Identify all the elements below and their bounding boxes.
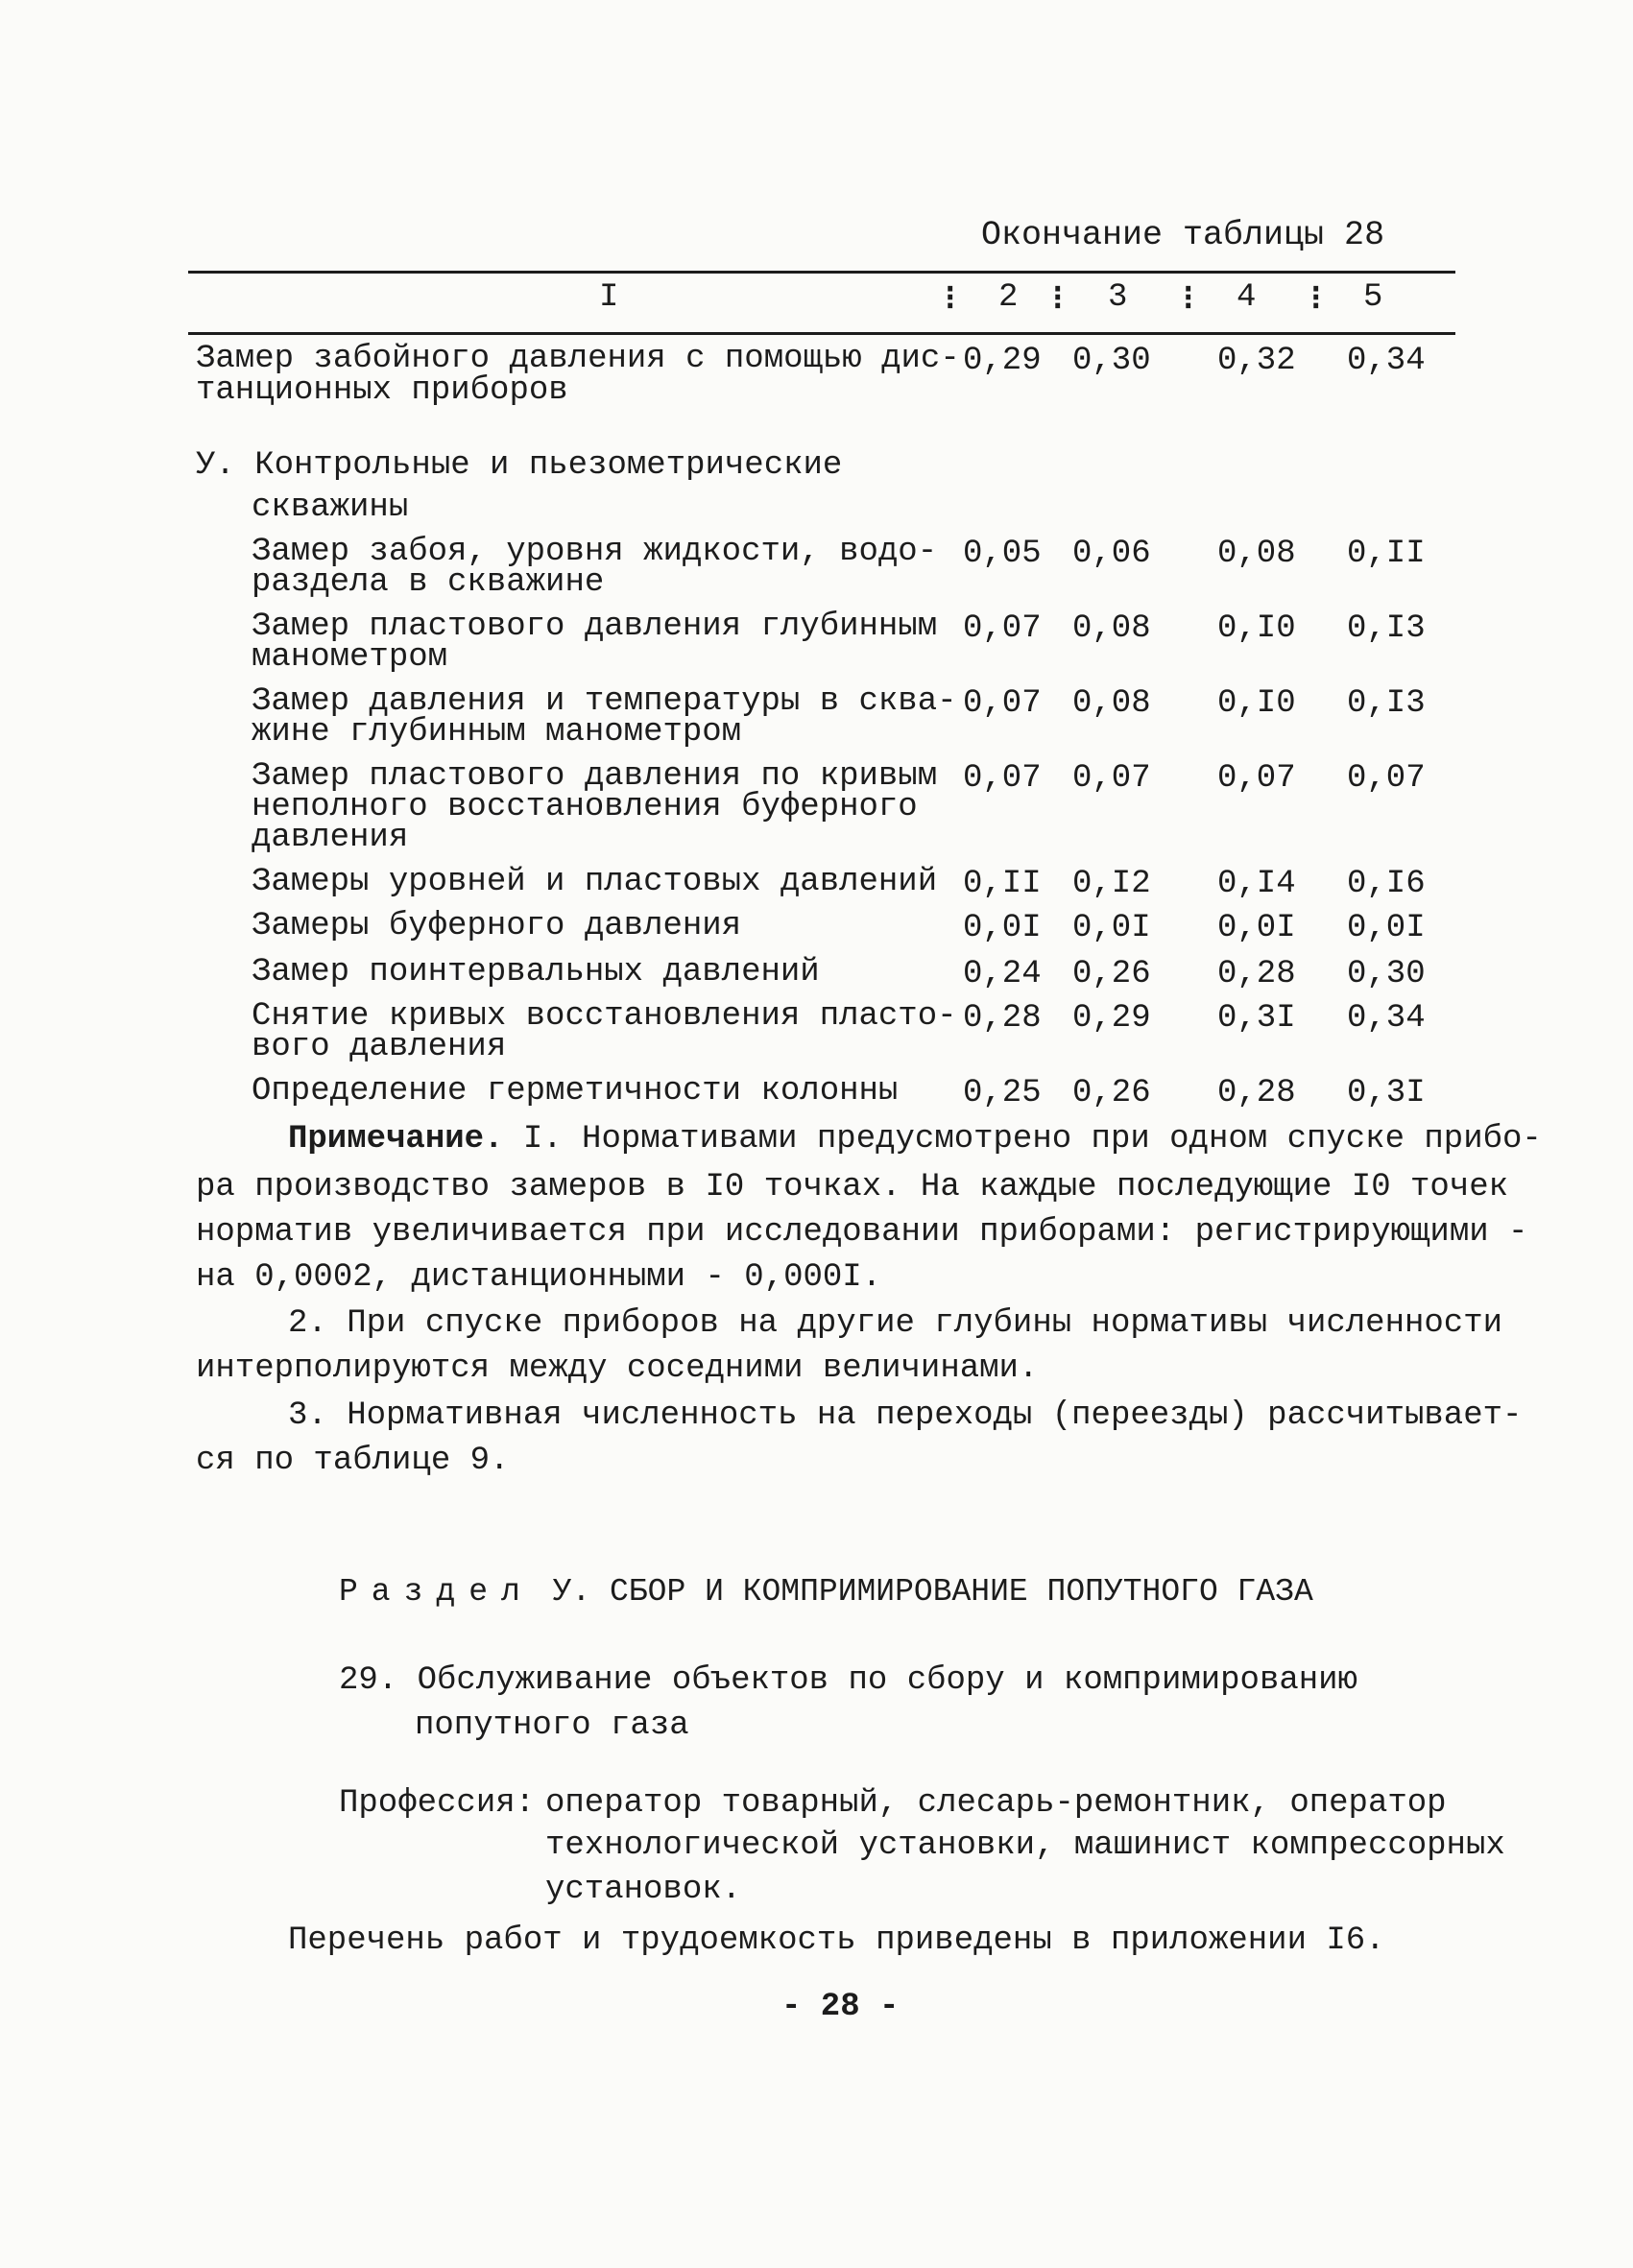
cell-value: 0,0I	[963, 910, 1042, 946]
cell-value: 0,24	[963, 956, 1042, 992]
cell-value: 0,34	[1347, 1000, 1426, 1037]
header-separator: ⁝	[1052, 280, 1064, 320]
cell-value: 0,0I	[1347, 910, 1426, 946]
note-text: I. Нормативами предусмотрено при одном спуске прибо-	[522, 1121, 1542, 1158]
header-col-3: 3	[1108, 279, 1128, 316]
cell-value: 0,07	[963, 610, 1042, 647]
row-label-line: танционных приборов	[196, 372, 568, 409]
cell-value: 0,26	[1072, 1075, 1151, 1111]
section-title: У. СБОР И КОМПРИМИРОВАНИЕ ПОПУТНОГО ГАЗА	[552, 1574, 1313, 1610]
section-heading	[339, 1574, 1313, 1610]
cell-value: 0,II	[1347, 536, 1426, 572]
row-label-line: Замер поинтервальных давлений	[252, 954, 820, 991]
row-label-line: Замеры уровней и пластовых давлений	[252, 864, 938, 900]
cell-value: 0,29	[963, 343, 1042, 379]
cell-value: 0,28	[1217, 956, 1296, 992]
section-word: Раздел	[339, 1574, 534, 1610]
header-col-4: 4	[1237, 279, 1257, 316]
cell-value: 0,08	[1072, 610, 1151, 647]
cell-value: 0,08	[1072, 685, 1151, 722]
cell-value: 0,I4	[1217, 866, 1296, 902]
header-col-5: 5	[1363, 279, 1383, 316]
row-label-line: Замер забойного давления с помощью дис-	[196, 341, 960, 377]
cell-value: 0,07	[963, 685, 1042, 722]
cell-value: 0,I6	[1347, 866, 1426, 902]
cell-value: 0,05	[963, 536, 1042, 572]
note-line: ся по таблице 9.	[196, 1443, 510, 1479]
row-label-line: жине глубинным манометром	[252, 714, 742, 751]
cell-value: 0,07	[1217, 760, 1296, 797]
row-label-line: Снятие кривых восстановления пласто-	[252, 998, 957, 1035]
row-label-line: вого давления	[252, 1029, 507, 1065]
cell-value: 0,07	[963, 760, 1042, 797]
cell-value: 0,30	[1347, 956, 1426, 992]
row-label-line: Замеры буферного давления	[252, 908, 742, 944]
row-label-line: Определение герметичности колонны	[252, 1073, 899, 1110]
cell-value: 0,3I	[1347, 1075, 1426, 1111]
row-label-line: Замер пластового давления глубинным	[252, 609, 938, 645]
cell-value: 0,32	[1217, 343, 1296, 379]
table-caption: Окончание таблицы 28	[981, 216, 1385, 254]
header-separator: ⁝	[945, 280, 956, 320]
row-label-line: Замер давления и температуры в сква-	[252, 683, 957, 720]
header-separator: ⁝	[1310, 280, 1322, 320]
cell-value: 0,34	[1347, 343, 1426, 379]
header-col-2: 2	[998, 279, 1019, 316]
note-1-first-line	[288, 1121, 1542, 1158]
cell-value: 0,II	[963, 866, 1042, 902]
row-label-line: неполного восстановления буферного	[252, 789, 918, 825]
reference-text: Перечень работ и трудоемкость приведены в приложении I6.	[288, 1922, 1385, 1959]
cell-value: 0,28	[963, 1000, 1042, 1037]
cell-value: 0,06	[1072, 536, 1151, 572]
row-label-line: давления	[252, 820, 409, 856]
cell-value: 0,30	[1072, 343, 1151, 379]
note-line: на 0,0002, дистанционными - 0,000I.	[196, 1259, 882, 1296]
cell-value: 0,I3	[1347, 610, 1426, 647]
header-col-1: I	[599, 279, 619, 316]
note-line: норматив увеличивается при исследовании приборами: регистрирующими -	[196, 1214, 1528, 1251]
cell-value: 0,0I	[1072, 910, 1151, 946]
cell-value: 0,26	[1072, 956, 1151, 992]
table-top-rule	[188, 271, 1455, 274]
cell-value: 0,I0	[1217, 610, 1296, 647]
profession-line: технологической установки, машинист компрессорных	[545, 1827, 1505, 1864]
row-label-line: раздела в скважине	[252, 564, 605, 601]
item-title-line: 29. Обслуживание объектов по сбору и компримированию	[339, 1662, 1357, 1699]
profession-line: оператор товарный, слесарь-ремонтник, оператор	[545, 1785, 1447, 1822]
cell-value: 0,0I	[1217, 910, 1296, 946]
cell-value: 0,25	[963, 1075, 1042, 1111]
row-label-line: Замер пластового давления по кривым	[252, 758, 938, 795]
cell-value: 0,I2	[1072, 866, 1151, 902]
cell-value: 0,08	[1217, 536, 1296, 572]
cell-value: 0,I0	[1217, 685, 1296, 722]
profession-line: установок.	[545, 1872, 742, 1908]
row-label-line: манометром	[252, 639, 448, 676]
page-number: - 28 -	[781, 1989, 900, 2025]
cell-value: 0,28	[1217, 1075, 1296, 1111]
cell-value: 0,07	[1072, 760, 1151, 797]
cell-value: 0,I3	[1347, 685, 1426, 722]
note-line: ра производство замеров в I0 точках. На каждые последующие I0 точек	[196, 1169, 1509, 1206]
note-line: 3. Нормативная численность на переходы (переезды) рассчитывает-	[288, 1397, 1523, 1434]
cell-value: 0,3I	[1217, 1000, 1296, 1037]
header-separator: ⁝	[1183, 280, 1194, 320]
row-label-line: Замер забоя, уровня жидкости, водо-	[252, 534, 938, 570]
note-line: 2. При спуске приборов на другие глубины нормативы численности	[288, 1305, 1503, 1342]
subsection-heading-cont: скважины	[252, 489, 409, 526]
subsection-heading: У. Контрольные и пьезометрические	[196, 447, 843, 484]
cell-value: 0,29	[1072, 1000, 1151, 1037]
note-lead: Примечание.	[288, 1121, 504, 1158]
profession-label: Профессия:	[339, 1785, 536, 1822]
item-title-line: попутного газа	[415, 1707, 689, 1744]
note-line: интерполируются между соседними величинами.	[196, 1350, 1039, 1387]
table-header-rule	[188, 332, 1455, 335]
cell-value: 0,07	[1347, 760, 1426, 797]
